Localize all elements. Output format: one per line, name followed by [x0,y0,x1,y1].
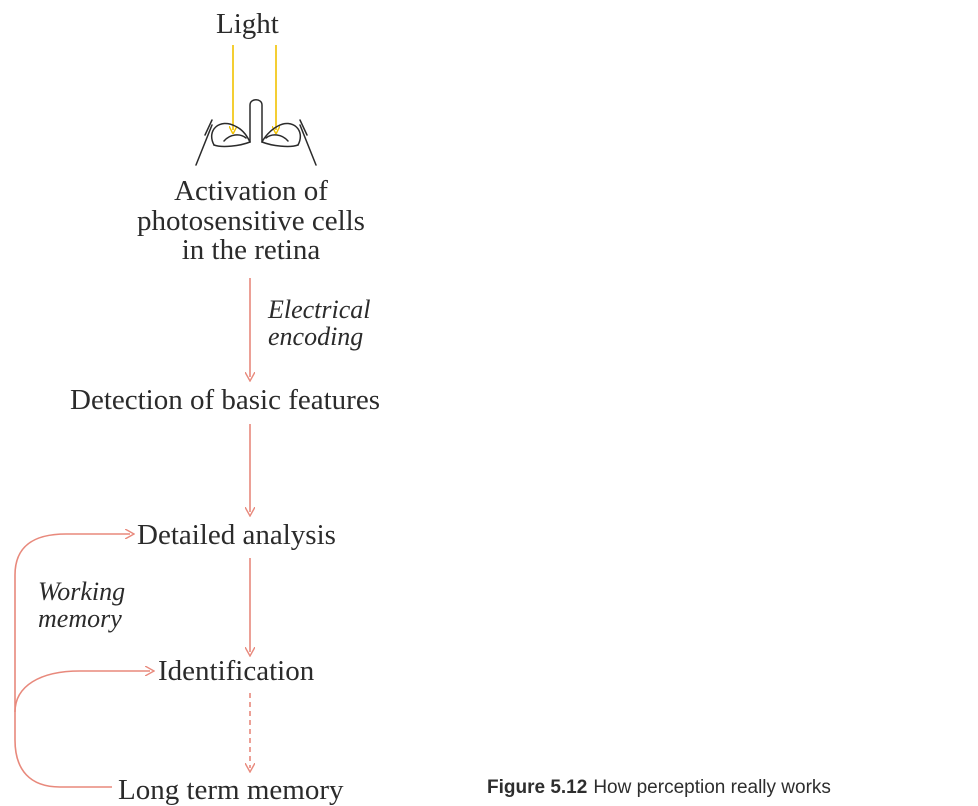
figure-number: Figure 5.12 [487,777,588,798]
node-identification: Identification [158,655,315,687]
node-detailed: Detailed analysis [137,519,336,551]
edge-label-electrical-line2: encoding [268,322,364,352]
eye-icon [196,100,316,165]
node-detection: Detection of basic features [70,384,380,416]
edge-label-electrical-line1: Electrical [268,295,371,324]
figure-caption-text: How perception really works [593,777,831,798]
edge-label-working-memory [38,578,125,633]
node-long-term-memory: Long term memory [118,774,344,806]
edge-label-electrical-encoding [268,296,371,351]
node-light: Light [216,8,279,40]
node-activation: Activation of photosensitive cells in the retina [137,175,365,267]
feedback-to-detailed [15,534,130,787]
figure-caption [487,778,831,797]
feedback-to-identification [15,671,150,712]
edge-label-working-line1: Working [38,577,126,606]
edge-label-working-line2: memory [38,604,122,634]
